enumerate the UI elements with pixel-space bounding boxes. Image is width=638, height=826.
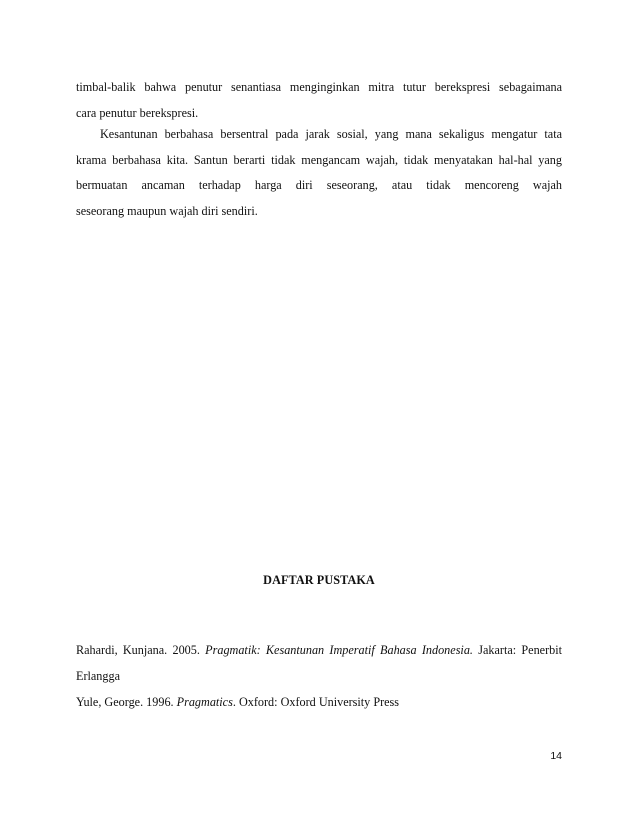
paragraph-continuation	[76, 75, 562, 126]
bibliography-entry	[76, 638, 562, 689]
paragraph-politeness	[76, 122, 562, 224]
page-number: 14	[550, 750, 562, 762]
bibliography-heading: DAFTAR PUSTAKA	[263, 573, 375, 587]
bibliography-entry	[76, 690, 562, 716]
paragraph-line: seseorang maupun wajah diri sendiri.	[76, 203, 258, 218]
paragraph-line: bermuatan ancaman terhadap harga diri seseorang, atau tidak mencoreng wajah	[76, 178, 562, 193]
bibliography-author-year: Rahardi, Kunjana. 2005.	[76, 643, 206, 657]
paragraph-line: krama berbahasa kita. Santun berarti tidak mengancam wajah, tidak menyatakan hal-hal yang	[76, 152, 562, 167]
bibliography-entry-line	[76, 690, 562, 716]
paragraph-line: timbal-balik bahwa penutur senantiasa menginginkan mitra tutur berekspresi sebagaimana	[76, 80, 562, 94]
bibliography-publisher: . Oxford: Oxford University Press	[232, 695, 400, 709]
bibliography-title: Pragmatik: Kesantunan Imperatif Bahasa Indonesia.	[205, 643, 473, 657]
bibliography-publisher: Jakarta: Penerbit	[472, 643, 562, 657]
bibliography-publisher-continued: Erlangga	[76, 668, 120, 683]
paragraph-line: Kesantunan berbahasa bersentral pada jarak sosial, yang mana sekaligus mengatur tata	[100, 127, 562, 141]
bibliography-author-year: Yule, George. 1996.	[76, 695, 177, 709]
paragraph-line: cara penutur berekspresi.	[76, 105, 199, 120]
bibliography-entry-line	[76, 638, 562, 664]
bibliography-title: Pragmatics	[176, 695, 233, 709]
